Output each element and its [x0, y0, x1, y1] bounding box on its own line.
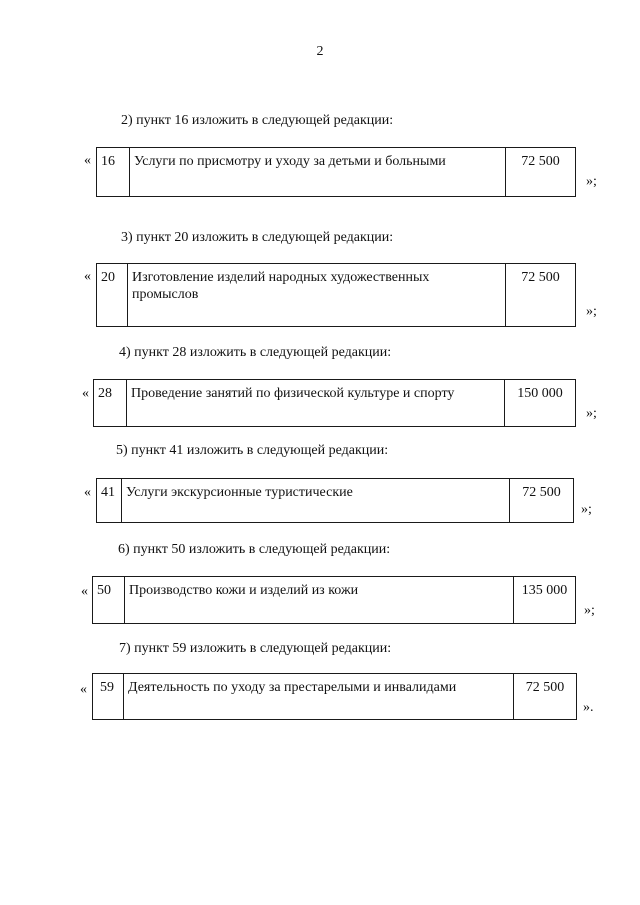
amendment-intro: 5) пункт 41 изложить в следующей редакции: — [116, 443, 389, 458]
item-amount: 135 000 — [513, 577, 575, 623]
item-amount: 72 500 — [509, 479, 573, 522]
item-name: Услуги по присмотру и уходу за детьми и больными — [129, 148, 505, 196]
item-name: Услуги экскурсионные туристические — [121, 479, 509, 522]
item-amount: 72 500 — [505, 148, 575, 196]
amendment-table-row — [96, 263, 576, 327]
close-quote: »; — [586, 304, 597, 319]
page-number: 2 — [316, 44, 324, 59]
open-quote: « — [84, 153, 91, 168]
open-quote: « — [82, 386, 89, 401]
amendment-table-row — [96, 147, 576, 197]
amendment-intro: 7) пункт 59 изложить в следующей редакции: — [119, 641, 392, 656]
item-amount: 72 500 — [513, 674, 576, 719]
item-amount: 150 000 — [504, 380, 575, 426]
item-name: Изготовление изделий народных художественных промыслов — [127, 264, 505, 326]
open-quote: « — [80, 682, 87, 697]
amendment-intro: 3) пункт 20 изложить в следующей редакции: — [121, 230, 394, 245]
close-quote: »; — [584, 603, 595, 618]
amendment-table-row — [92, 673, 577, 720]
item-number: 20 — [101, 270, 115, 285]
amendment-intro: 6) пункт 50 изложить в следующей редакции: — [118, 542, 391, 557]
open-quote: « — [84, 485, 91, 500]
item-name: Деятельность по уходу за престарелыми и инвалидами — [123, 674, 513, 719]
amendment-intro: 4) пункт 28 изложить в следующей редакции: — [119, 345, 392, 360]
item-number: 16 — [101, 154, 115, 169]
item-name: Производство кожи и изделий из кожи — [124, 577, 513, 623]
item-amount: 72 500 — [505, 264, 575, 326]
close-quote: »; — [586, 406, 597, 421]
item-number: 28 — [98, 386, 112, 401]
item-number: 59 — [100, 680, 114, 695]
open-quote: « — [84, 269, 91, 284]
item-number: 41 — [101, 485, 115, 500]
amendment-table-row — [93, 379, 576, 427]
amendment-table-row — [92, 576, 576, 624]
item-name: Проведение занятий по физической культуре и спорту — [126, 380, 504, 426]
open-quote: « — [81, 584, 88, 599]
close-quote: »; — [581, 502, 592, 517]
close-quote: ». — [583, 700, 594, 715]
amendment-table-row — [96, 478, 574, 523]
close-quote: »; — [586, 174, 597, 189]
amendment-intro: 2) пункт 16 изложить в следующей редакции: — [121, 113, 394, 128]
item-number: 50 — [97, 583, 111, 598]
